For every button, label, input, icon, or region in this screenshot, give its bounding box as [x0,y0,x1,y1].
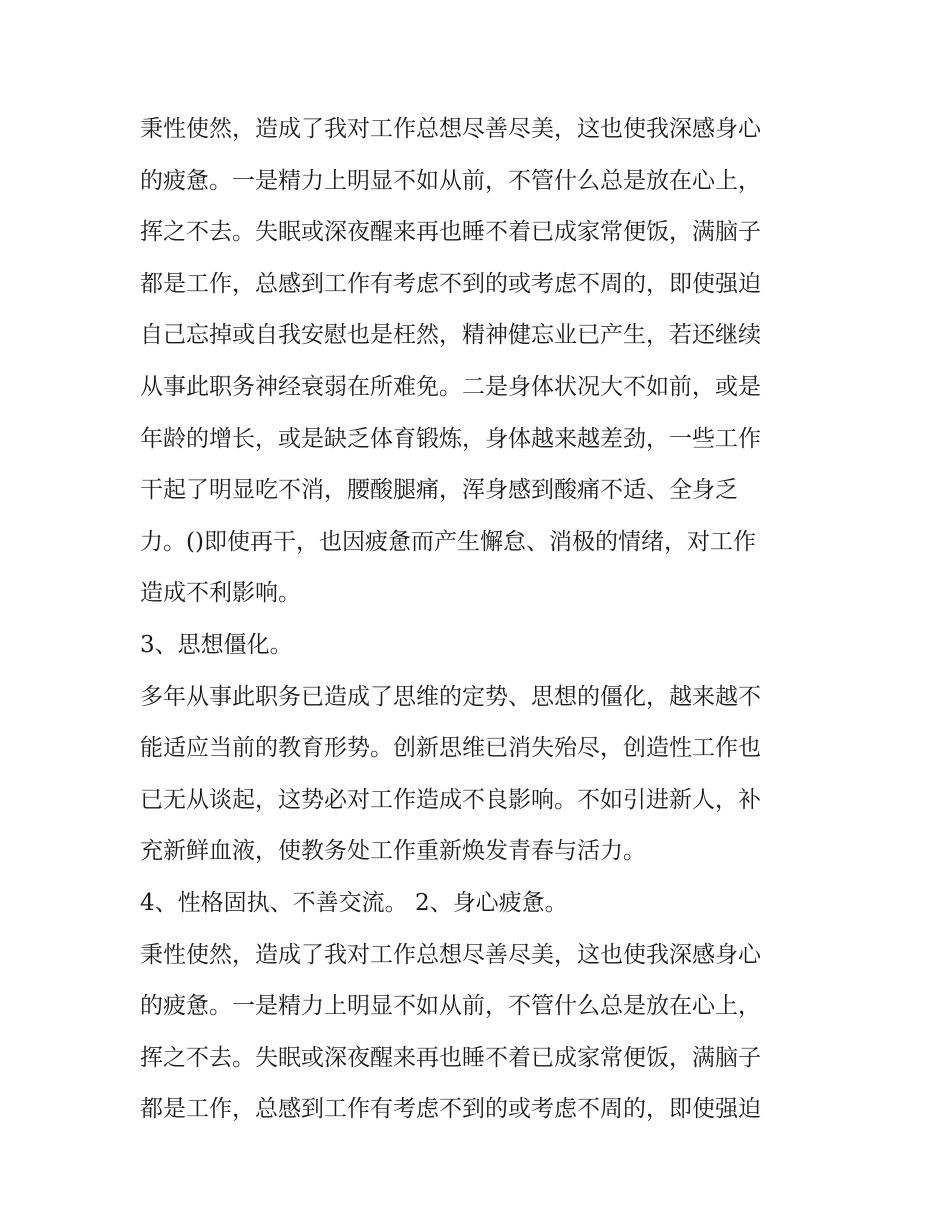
text-line: 自己忘掉或自我安慰也是枉然，精神健忘业已产生，若还继续 [140,322,761,349]
text-line: 力。()即使再干，也因疲惫而产生懈怠、消极的情绪，对工作 [140,528,756,555]
text-line: 从事此职务神经衰弱在所难免。二是身体状况大不如前，或是 [140,373,761,400]
text-line: 能适应当前的教育形势。创新思维已消失殆尽，创造性工作也 [140,735,761,762]
text-line: 秉性使然，造成了我对工作总想尽善尽美，这也使我深感身心 [140,941,761,968]
section-heading: 4、性格固执、不善交流。 2、身心疲惫。 [140,889,568,916]
text-line: 年龄的增长，或是缺乏体育锻炼，身体越来越差劲，一些工作 [140,425,761,452]
text-line: 都是工作，总感到工作有考虑不到的或考虑不周的，即使强迫 [140,1096,761,1123]
text-line: 多年从事此职务已造成了思维的定势、思想的僵化，越来越不 [140,683,761,710]
text-line: 已无从谈起，这势必对工作造成不良影响。不如引进新人，补 [140,786,761,813]
document-body [140,104,820,1136]
text-line: 造成不利影响。 [140,580,301,607]
text-line: 秉性使然，造成了我对工作总想尽善尽美，这也使我深感身心 [140,116,761,142]
section-heading: 3、思想僵化。 [140,631,293,658]
text-line: 挥之不去。失眠或深夜醒来再也睡不着已成家常便饭，满脑子 [140,1044,761,1071]
text-line: 都是工作，总感到工作有考虑不到的或考虑不周的，即使强迫 [140,270,761,297]
text-line: 的疲惫。一是精力上明显不如从前，不管什么总是放在心上， [140,167,761,194]
text-line: 的疲惫。一是精力上明显不如从前，不管什么总是放在心上， [140,993,761,1020]
text-line: 充新鲜血液，使教务处工作重新焕发青春与活力。 [140,838,646,865]
text-line: 干起了明显吃不消，腰酸腿痛，浑身感到酸痛不适、全身乏 [140,477,738,504]
text-line: 挥之不去。失眠或深夜醒来再也睡不着已成家常便饭，满脑子 [140,219,761,246]
